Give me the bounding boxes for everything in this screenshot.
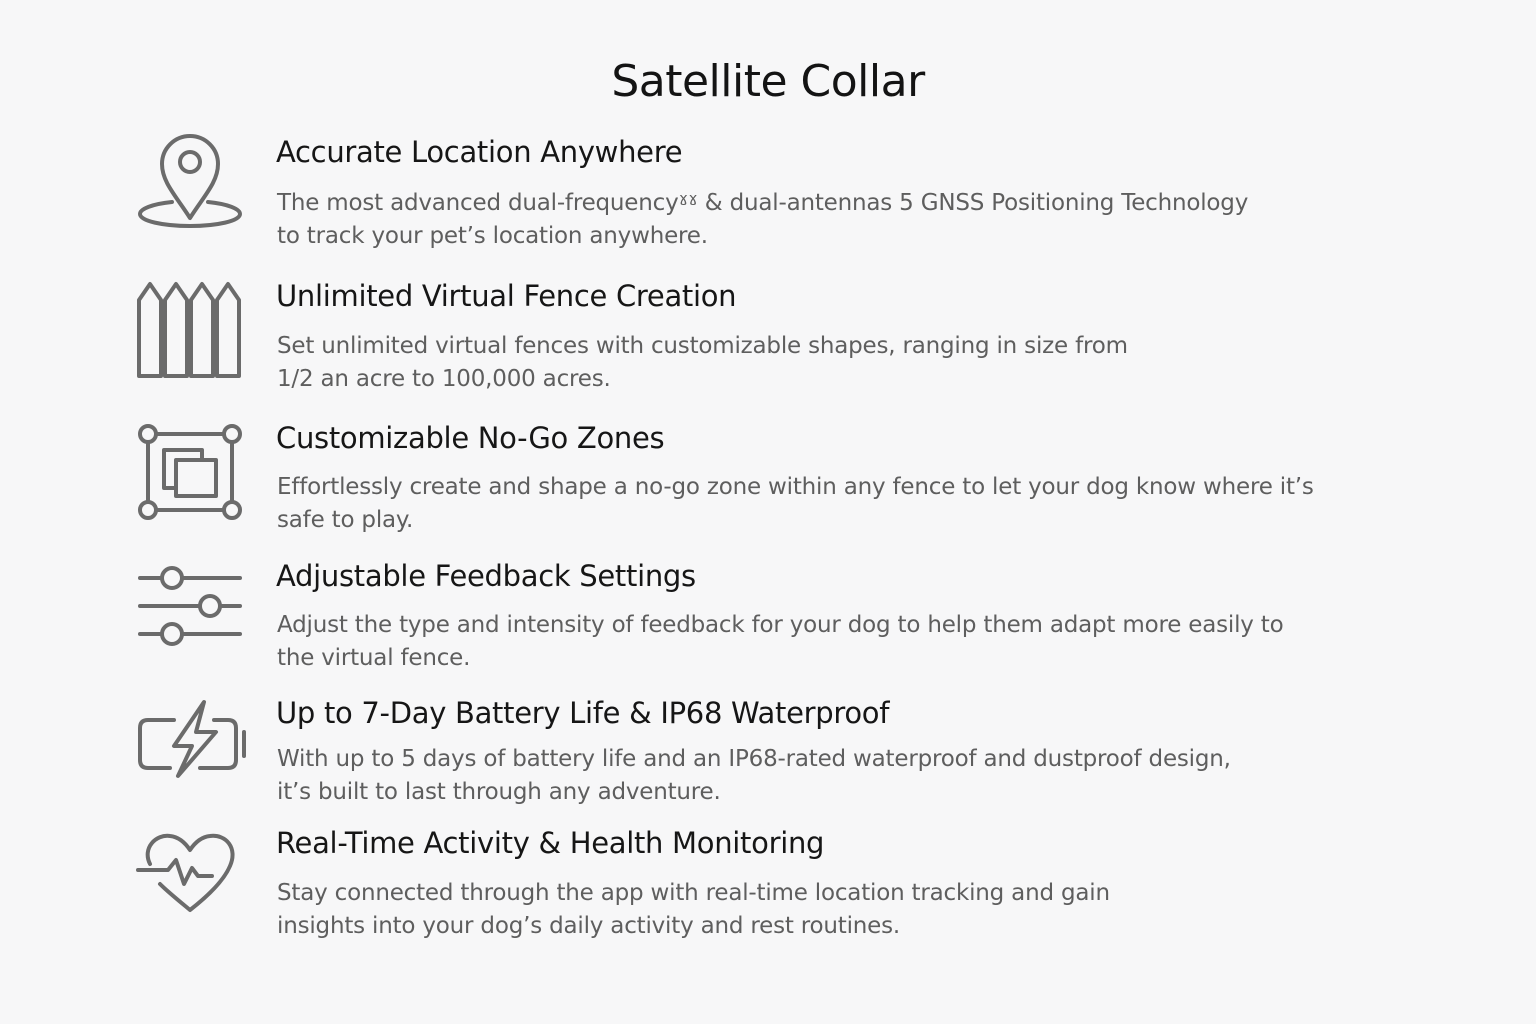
feature-heading: Up to 7-Day Battery Life & IP68 Waterproof — [276, 696, 890, 730]
feature-description-line: Set unlimited virtual fences with customizable shapes, ranging in size from — [277, 333, 1128, 359]
heart-pulse-icon — [134, 826, 246, 930]
feature-heading: Customizable No-Go Zones — [276, 421, 665, 455]
feature-description — [277, 743, 1231, 809]
feature-description — [277, 877, 1110, 943]
feature-description — [277, 609, 1283, 675]
feature-heading: Accurate Location Anywhere — [276, 135, 683, 169]
feature-description-line: safe to play. — [277, 507, 414, 533]
feature-description-line: The most advanced dual-frequencyˠˠ & dual-antennas 5 GNSS Positioning Technology — [277, 190, 1249, 216]
feature-description-line: it’s built to last through any adventure. — [277, 779, 721, 805]
feature-description — [277, 471, 1314, 537]
feature-description-line: to track your pet’s location anywhere. — [277, 223, 708, 249]
fence-icon — [134, 278, 246, 382]
no-go-zone-icon — [134, 420, 246, 524]
feature-heading: Adjustable Feedback Settings — [276, 559, 696, 593]
feature-description-line: Stay connected through the app with real-time location tracking and gain — [277, 880, 1110, 906]
feature-description-line: Adjust the type and intensity of feedback for your dog to help them adapt more easily to — [277, 612, 1284, 638]
feature-description — [277, 187, 1248, 253]
feature-heading: Real-Time Activity & Health Monitoring — [276, 826, 825, 860]
page-title: Satellite Collar — [611, 56, 925, 107]
location-pin-icon — [134, 128, 246, 232]
feature-description-line: Effortlessly create and shape a no-go zone within any fence to let your dog know where it’s — [277, 474, 1314, 500]
feature-description-line: With up to 5 days of battery life and an IP68-rated waterproof and dustproof design, — [277, 746, 1231, 772]
feature-description — [277, 330, 1128, 396]
feature-description-line: the virtual fence. — [277, 645, 471, 671]
feature-description-line: 1/2 an acre to 100,000 acres. — [277, 366, 611, 392]
feature-description-line: insights into your dog’s daily activity and rest routines. — [277, 913, 901, 939]
sliders-icon — [134, 556, 246, 660]
battery-charging-icon — [134, 696, 246, 800]
feature-heading: Unlimited Virtual Fence Creation — [276, 279, 737, 313]
